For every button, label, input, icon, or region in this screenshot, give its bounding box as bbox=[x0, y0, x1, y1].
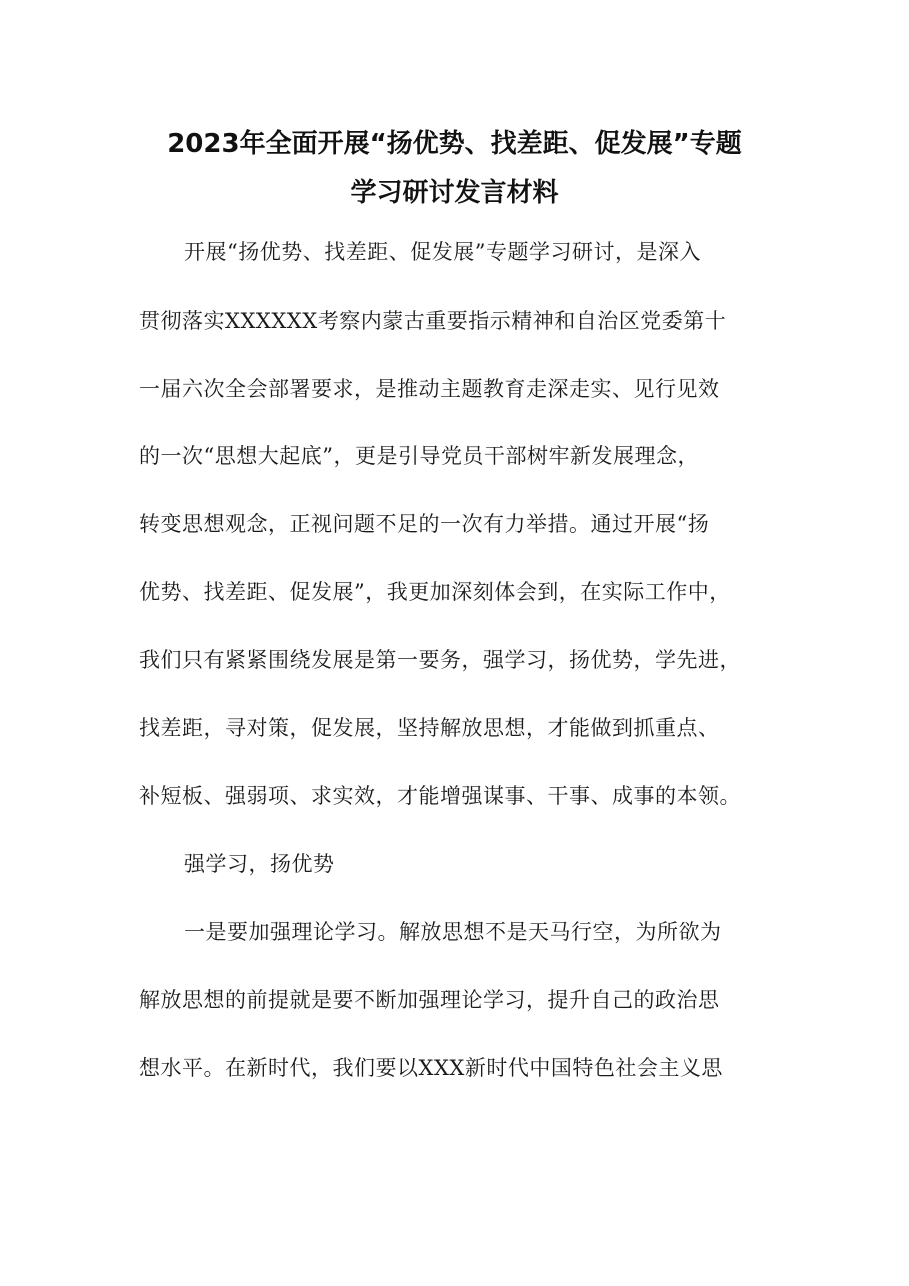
body-text-line: 一是要加强理论学习。解放思想不是天马行空，为所欲为 bbox=[184, 920, 722, 944]
body-text-line: 补短板、强弱项、求实效，才能增强谋事、干事、成事的本领。 bbox=[139, 784, 741, 808]
document-title-line-2: 学习研讨发言材料 bbox=[350, 178, 559, 208]
body-text-line: 优势、找差距、促发展”，我更加深刻体会到，在实际工作中， bbox=[139, 580, 731, 604]
body-text-line: 开展“扬优势、找差距、促发展”专题学习研讨，是深入 bbox=[184, 240, 701, 264]
body-text-line: 想水平。在新时代，我们要以XXX新时代中国特色社会主义思 bbox=[139, 1056, 723, 1080]
document-title-line-1: 2023年全面开展“扬优势、找差距、促发展”专题 bbox=[167, 129, 742, 159]
body-text-line: 我们只有紧紧围绕发展是第一要务，强学习，扬优势，学先进， bbox=[139, 648, 741, 672]
body-text-line: 的一次“思想大起底”，更是引导党员干部树牢新发展理念， bbox=[139, 444, 699, 468]
body-text-line: 解放思想的前提就是要不断加强理论学习，提升自己的政治思 bbox=[139, 988, 720, 1012]
body-text-line: 找差距，寻对策，促发展，坚持解放思想，才能做到抓重点、 bbox=[139, 716, 720, 740]
body-text-line: 一届六次全会部署要求，是推动主题教育走深走实、见行见效 bbox=[139, 377, 720, 401]
body-text-line: 转变思想观念，正视问题不足的一次有力举措。通过开展“扬 bbox=[139, 512, 710, 536]
section-heading: 强学习，扬优势 bbox=[184, 852, 335, 876]
body-text-line: 贯彻落实XXXXXX考察内蒙古重要指示精神和自治区党委第十 bbox=[139, 309, 727, 333]
